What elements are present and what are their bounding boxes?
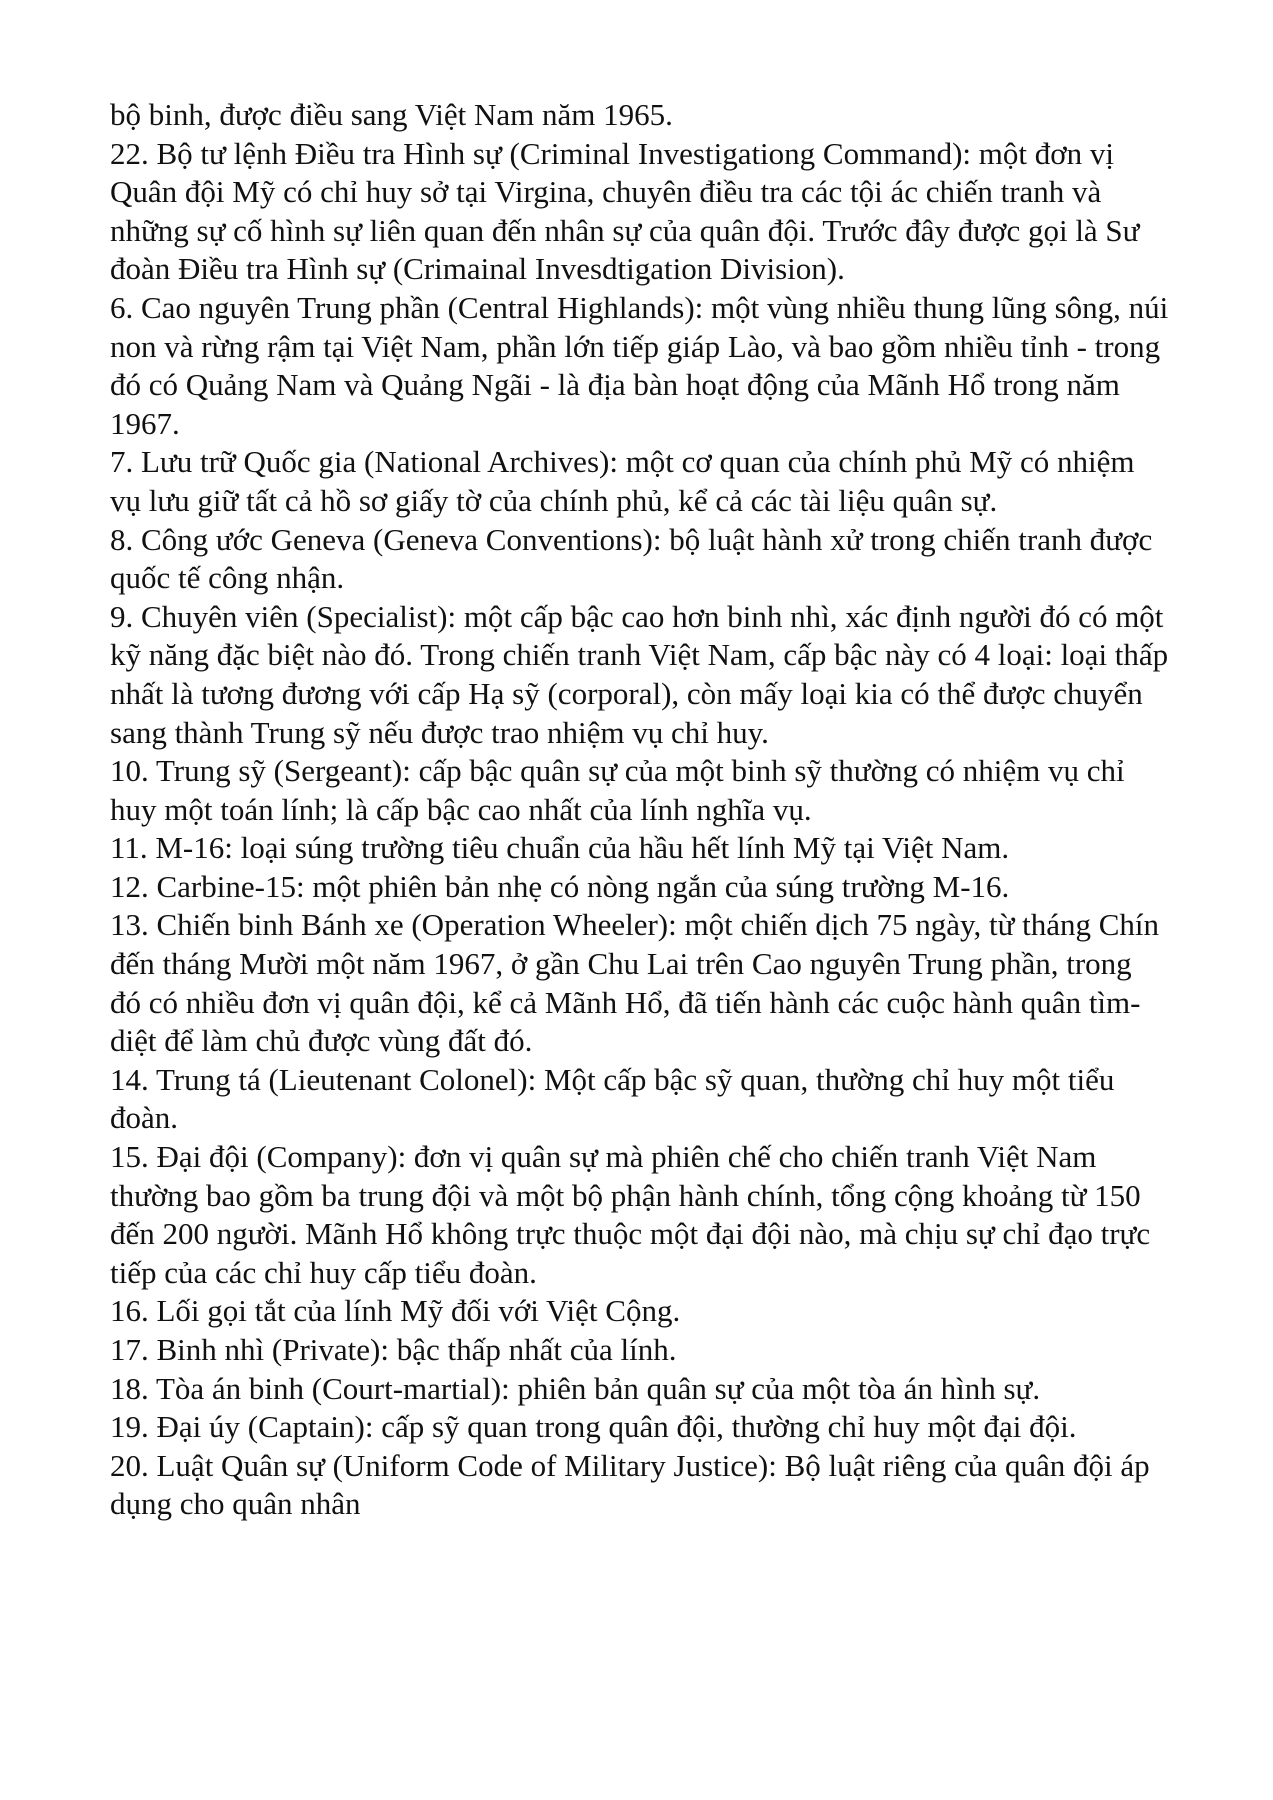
- note-20-ucmj: 20. Luật Quân sự (Uniform Code of Military Justice): Bộ luật riêng của quân đội áp dụng cho quân nhân: [110, 1447, 1150, 1522]
- paragraph-continuation: bộ binh, được điều sang Việt Nam năm 1965.: [110, 97, 673, 132]
- note-18-court-martial: 18. Tòa án binh (Court-martial): phiên bản quân sự của một tòa án hình sự.: [110, 1370, 1041, 1406]
- note-11-m16: 11. M-16: loại súng trường tiêu chuẩn của hầu hết lính Mỹ tại Việt Nam.: [110, 830, 1010, 866]
- note-22-criminal-investigation: 22. Bộ tư lệnh Điều tra Hình sự (Criminal Investigationg Command): một đơn vị Quân đội Mỹ có chỉ huy sở tại Virgina, chuyên điều tra các tội ác chiến tranh và những sự cố hình sự liên quan đến nhân sự của quân đội. Trước đây được gọi là Sư đoàn Điều tra Hình sự (Crimainal Invesdtigation Division).: [110, 135, 1140, 287]
- note-14-lieutenant-colonel: 14. Trung tá (Lieutenant Colonel): Một cấp bậc sỹ quan, thường chỉ huy một tiểu đoàn.: [110, 1061, 1115, 1136]
- document-page: [110, 96, 1170, 1524]
- note-9-specialist: 9. Chuyên viên (Specialist): một cấp bậc cao hơn binh nhì, xác định người đó có một kỹ năng đặc biệt nào đó. Trong chiến tranh Việt Nam, cấp bậc này có 4 loại: loại thấp nhất là tương đương với cấp Hạ sỹ (corporal), còn mấy loại kia có thể được chuyển sang thành Trung sỹ nếu được trao nhiệm vụ chỉ huy.: [110, 598, 1169, 750]
- note-12-carbine: 12. Carbine-15: một phiên bản nhẹ có nòng ngắn của súng trường M-16.: [110, 868, 1010, 904]
- note-17-private: 17. Binh nhì (Private): bậc thấp nhất của lính.: [110, 1332, 677, 1367]
- note-19-captain: 19. Đại úy (Captain): cấp sỹ quan trong quân đội, thường chỉ huy một đại đội.: [110, 1409, 1077, 1445]
- note-15-company: 15. Đại đội (Company): đơn vị quân sự mà phiên chế cho chiến tranh Việt Nam thường bao gồm ba trung đội và một bộ phận hành chính, tổng cộng khoảng từ 150 đến 200 người. Mãnh Hổ không trực thuộc một đại đội nào, mà chịu sự chỉ đạo trực tiếp của các chỉ huy cấp tiểu đoàn.: [110, 1139, 1151, 1290]
- note-16-viet-cong: 16. Lối gọi tắt của lính Mỹ đối với Việt Cộng.: [110, 1293, 681, 1329]
- note-6-central-highlands: 6. Cao nguyên Trung phần (Central Highlands): một vùng nhiều thung lũng sông, núi non và rừng rậm tại Việt Nam, phần lớn tiếp giáp Lào, và bao gồm nhiều tỉnh - trong đó có Quảng Nam và Quảng Ngãi - là địa bàn hoạt động của Mãnh Hổ trong năm 1967.: [110, 289, 1169, 441]
- note-13-operation-wheeler: 13. Chiến binh Bánh xe (Operation Wheeler): một chiến dịch 75 ngày, từ tháng Chín đến tháng Mười một năm 1967, ở gần Chu Lai trên Cao nguyên Trung phần, trong đó có nhiều đơn vị quân đội, kể cả Mãnh Hổ, đã tiến hành các cuộc hành quân tìm-diệt để làm chủ được vùng đất đó.: [110, 907, 1160, 1059]
- note-8-geneva-conventions: 8. Công ước Geneva (Geneva Conventions): bộ luật hành xử trong chiến tranh được quốc tế công nhận.: [110, 521, 1153, 596]
- note-7-national-archives: 7. Lưu trữ Quốc gia (National Archives): một cơ quan của chính phủ Mỹ có nhiệm vụ lưu giữ tất cả hồ sơ giấy tờ của chính phủ, kể cả các tài liệu quân sự.: [110, 444, 1135, 518]
- note-10-sergeant: 10. Trung sỹ (Sergeant): cấp bậc quân sự của một binh sỹ thường có nhiệm vụ chỉ huy một toán lính; là cấp bậc cao nhất của lính nghĩa vụ.: [110, 753, 1125, 827]
